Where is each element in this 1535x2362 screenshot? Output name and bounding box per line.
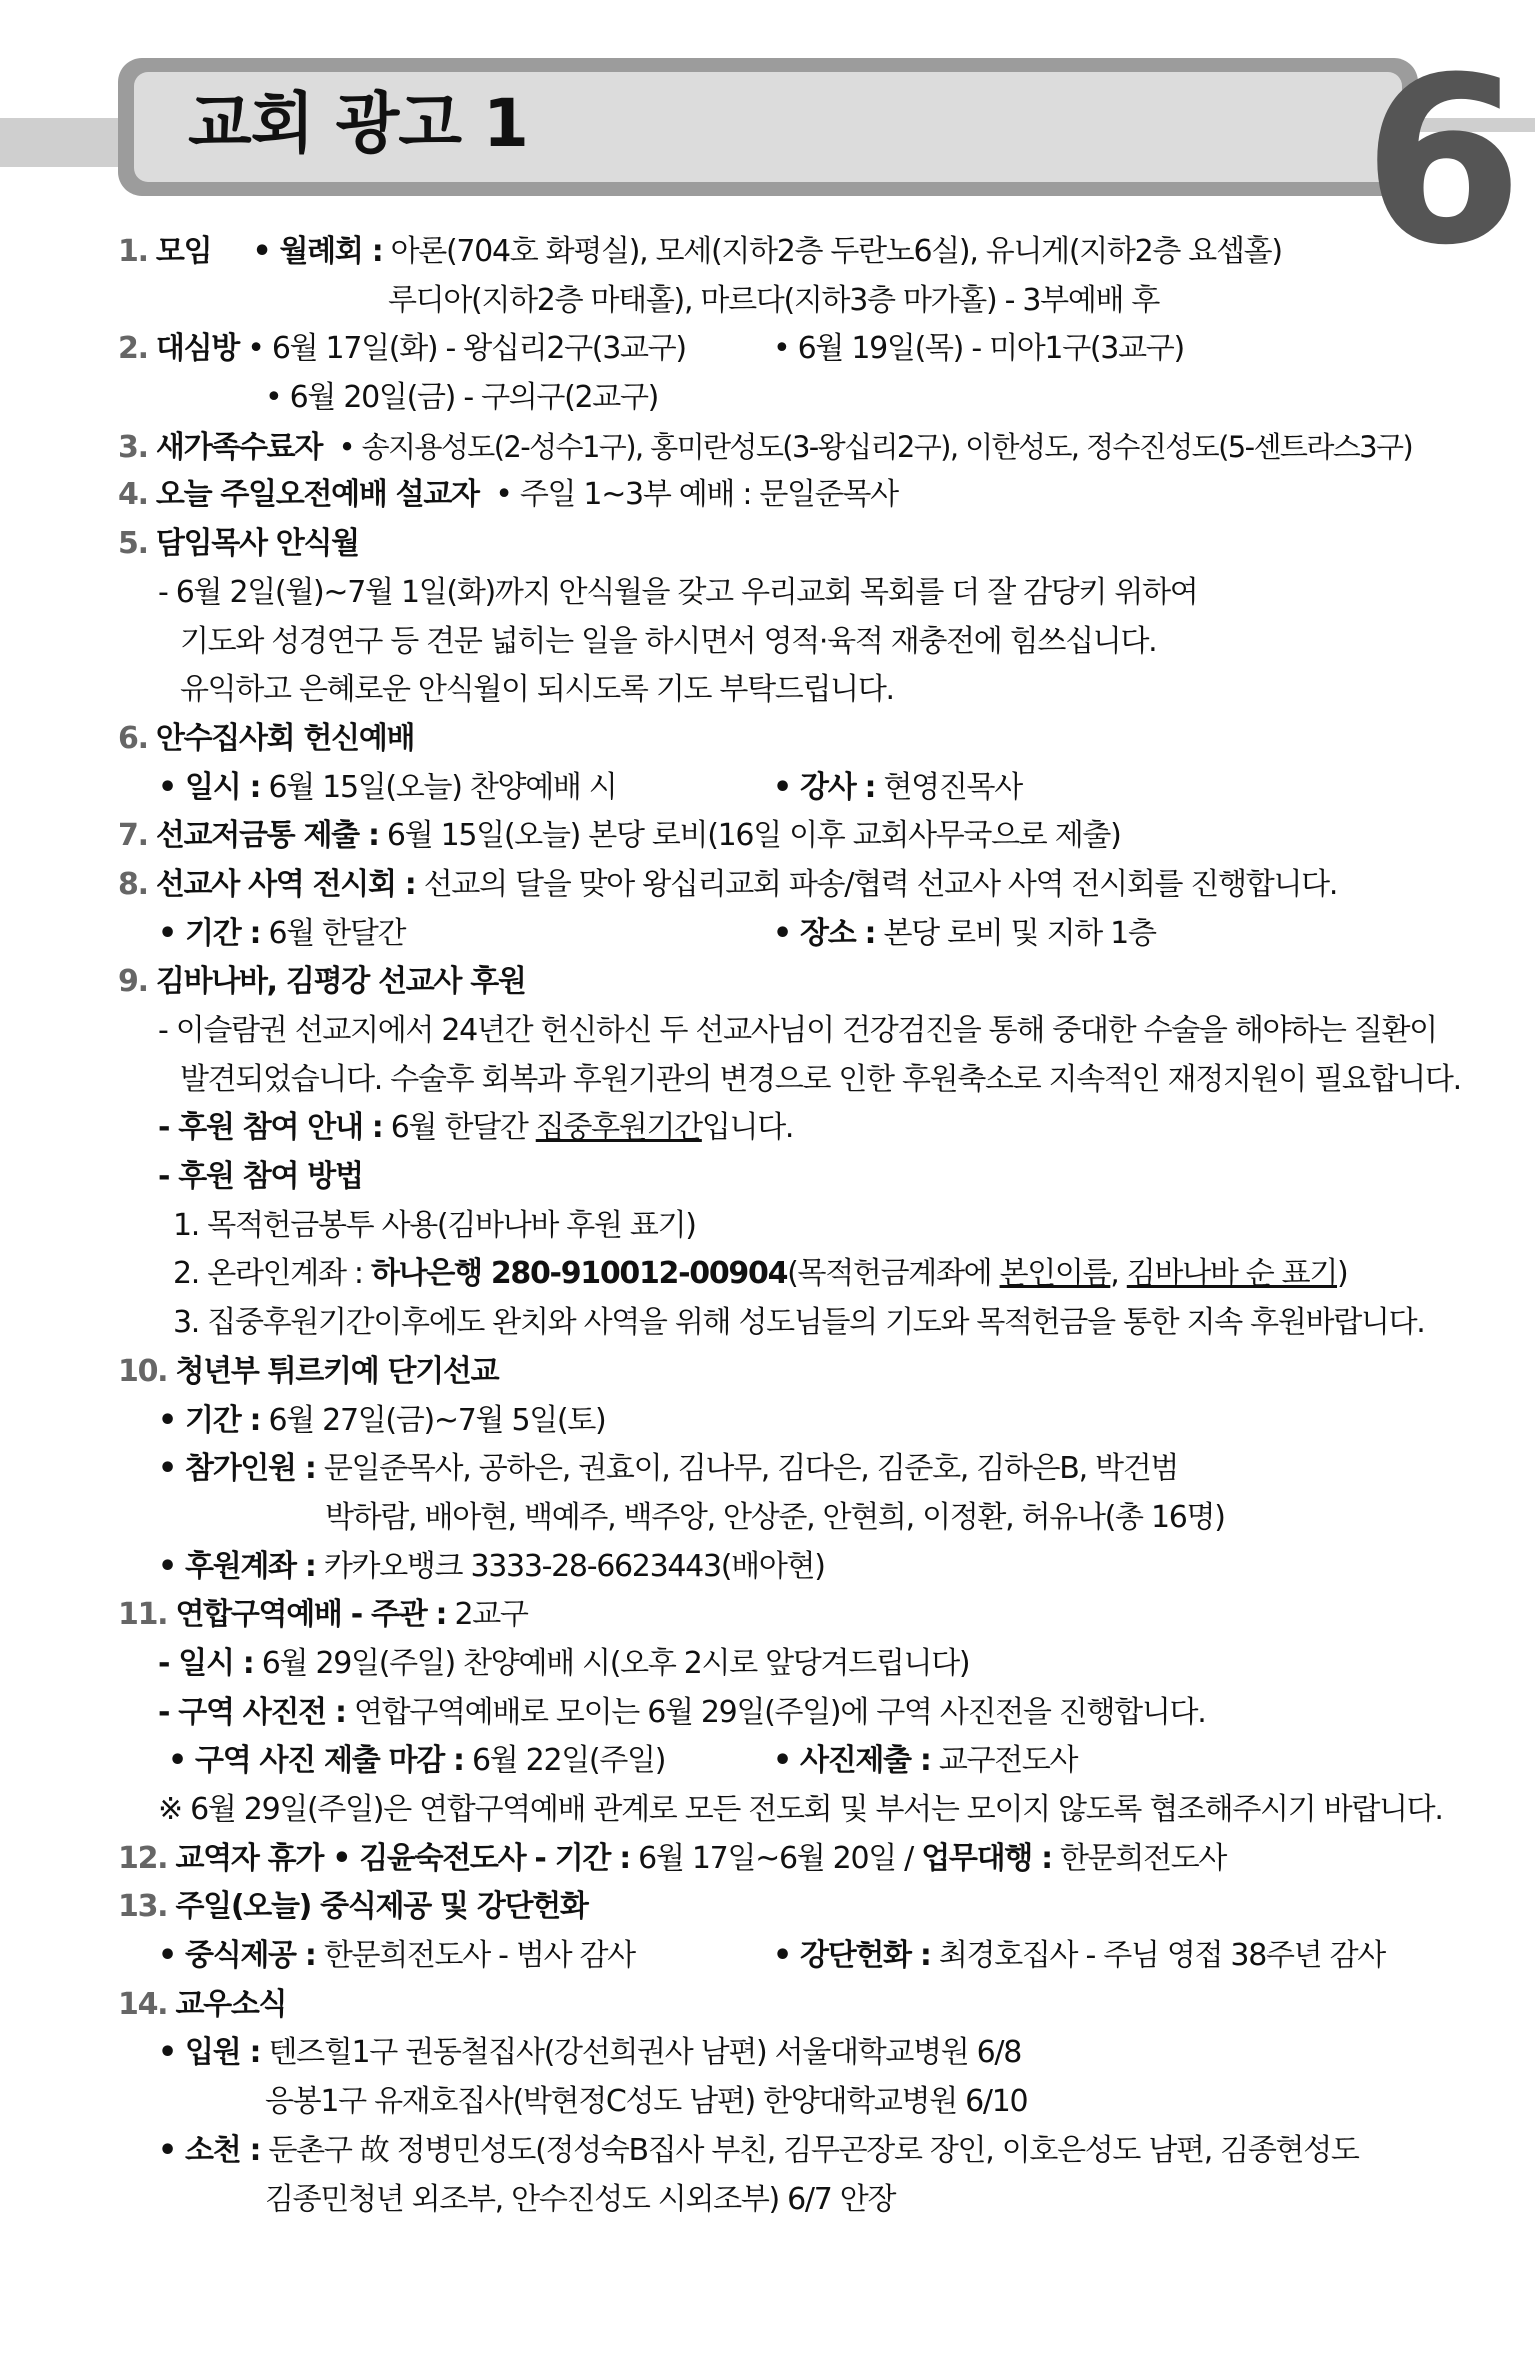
section-7 — [118, 812, 1418, 861]
section-number: 13. — [118, 1889, 168, 1925]
trip-period-label: • 기간 : — [158, 1402, 261, 1438]
funeral-news-cont: 김종민청년 외조부, 안수진성도 시외조부) 6/7 안장 — [265, 2181, 896, 2217]
account-note: (목적헌금계좌에 — [787, 1256, 1000, 1292]
period-value: 6월 한달간 — [260, 915, 406, 951]
hospital-news-cont: 응봉1구 유재호집사(박현정C성도 남편) 한양대학교병원 6/10 — [265, 2084, 1028, 2120]
funeral-value: 둔촌구 故 정병민성도(정성숙B집사 부친, 김무곤장로 장인, 이호은성도 남편, 김종현성도 — [260, 2132, 1359, 2168]
trip-members-value: 문일준목사, 공하은, 권효이, 김나무, 김다은, 김준호, 김하은B, 박건범 — [315, 1451, 1179, 1487]
trip-period — [118, 1397, 1418, 1446]
section-title: 안수집사회 헌신예배 — [155, 720, 415, 756]
section-text: • 주일 1~3부 예배 : 문일준목사 — [495, 477, 898, 513]
account-note-mark: 김바나바 순 표기 — [1126, 1256, 1338, 1292]
trip-period-value: 6월 27일(금)~7월 5일(토) — [260, 1402, 606, 1438]
vacation-label: • 김윤숙전도사 - 기간 : — [323, 1840, 630, 1876]
section-10-title — [118, 1348, 1418, 1397]
substitute-value: 한문희전도사 — [1051, 1840, 1227, 1876]
section-title: 교우소식 — [175, 1986, 287, 2022]
speaker — [773, 764, 1022, 813]
speaker-value: 현영진목사 — [875, 769, 1022, 805]
section-text: 2교구 — [446, 1597, 528, 1633]
section-5-line-1: - 6월 2일(월)~7월 1일(화)까지 안식월을 갖고 우리교회 목회를 더 잘 감당키 위하여 — [158, 574, 1198, 610]
speaker-label: • 강사 : — [773, 769, 876, 805]
trip-members-cont: 박하람, 배아현, 백예주, 백주앙, 안상준, 안현희, 이정환, 허유나(총 16명) — [325, 1499, 1225, 1535]
visit-item-2: • 6월 19일(목) - 미아1구(3교구) — [773, 331, 1184, 367]
section-14-title — [118, 1981, 1418, 2030]
lunch-value: 한문희전도사 - 범사 감사 — [315, 1938, 635, 1974]
flowers — [773, 1932, 1385, 1981]
support-period: 집중후원기간 — [535, 1110, 702, 1146]
location-value: 본당 로비 및 지하 1층 — [875, 915, 1156, 951]
section-5-line-2: 기도와 성경연구 등 견문 넓히는 일을 하시면서 영적·육적 재충전에 힘쓰십니다. — [180, 623, 1157, 659]
trip-account — [118, 1543, 1418, 1592]
section-3 — [118, 423, 1418, 472]
section-6-details — [118, 764, 1418, 813]
section-8 — [118, 861, 1418, 910]
date-value: 6월 15일(오늘) 찬양예배 시 — [260, 769, 617, 805]
section-5-line-3: 유익하고 은혜로운 안식월이 되시도록 기도 부탁드립니다. — [180, 672, 894, 708]
trip-account-label: • 후원계좌 : — [158, 1548, 316, 1584]
online-account-label: 2. 온라인계좌 : — [173, 1256, 371, 1292]
photo-exhibit — [118, 1689, 1418, 1738]
flowers-value: 최경호집사 - 주님 영접 38주년 감사 — [930, 1938, 1385, 1974]
photo-submit-value: 교구전도사 — [930, 1743, 1078, 1779]
support-guide-label: - 후원 참여 안내 : — [158, 1110, 383, 1146]
section-number: 9. — [118, 964, 148, 1000]
section-title: 주일(오늘) 중식제공 및 강단헌화 — [175, 1889, 588, 1925]
account-note-name: 본인이름 — [999, 1256, 1111, 1292]
section-number: 1. — [118, 234, 148, 269]
announcement-list — [118, 228, 1461, 2224]
section-1-line-1 — [118, 228, 1418, 277]
section-title: 대심방 — [155, 331, 239, 367]
bank-account: 하나은행 280-910012-00904 — [370, 1256, 788, 1292]
substitute-label: 업무대행 : — [921, 1840, 1052, 1876]
hospital-label: • 입원 : — [158, 2035, 261, 2071]
photo-submit-label: • 사진제출 : — [773, 1743, 931, 1779]
section-title: 담임목사 안식월 — [155, 526, 359, 562]
section-9-title — [118, 958, 1418, 1007]
section-title: 새가족수료자 — [155, 429, 323, 465]
worship-date — [118, 1640, 1418, 1689]
flowers-label: • 강단헌화 : — [773, 1938, 931, 1974]
section-number: 2. — [118, 331, 148, 367]
section-number: 7. — [118, 818, 148, 854]
section-title: 오늘 주일오전예배 설교자 — [155, 477, 479, 513]
worship-date-value: 6월 29일(주일) 찬양예배 시(오후 2시로 앞당겨드립니다) — [253, 1645, 970, 1681]
vacation-value: 6월 17일~6월 20일 / — [629, 1840, 922, 1876]
photo-exhibit-label: - 구역 사진전 : — [158, 1694, 346, 1730]
support-method-2 — [118, 1250, 1418, 1299]
section-number: 11. — [118, 1597, 168, 1633]
hospital-value: 텐즈힐1구 권동철집사(강선희권사 남편) 서울대학교병원 6/8 — [260, 2035, 1022, 2071]
section-title: 교역자 휴가 — [175, 1840, 324, 1876]
section-title: 선교저금통 제출 : — [155, 818, 379, 854]
account-note-sep: , — [1110, 1256, 1127, 1292]
photo-submit — [773, 1737, 1077, 1786]
section-5-title — [118, 520, 1418, 569]
section-number: 8. — [118, 866, 148, 902]
support-method-label — [118, 1153, 1418, 1202]
account-note-end: ) — [1337, 1256, 1348, 1292]
page-title: 교회 광고 1 — [188, 85, 528, 162]
support-guide-text: 6월 한달간 — [382, 1110, 536, 1146]
location — [773, 910, 1156, 959]
section-1-line-2: 루디아(지하2층 마태홀), 마르다(지하3층 마가홀) - 3부예배 후 — [388, 282, 1160, 318]
visit-item-1: • 6월 17일(화) - 왕십리2구(3교구) — [247, 331, 686, 367]
section-12 — [118, 1835, 1418, 1884]
trip-members — [118, 1445, 1418, 1494]
section-text: 6월 15일(오늘) 본당 로비(16일 이후 교회사무국으로 제출) — [378, 818, 1121, 854]
meeting-label: • 월례회 : — [252, 234, 383, 269]
section-9-line-1: - 이슬람권 선교지에서 24년간 헌신하신 두 선교사님이 건강검진을 통해 중대한 수술을 해야하는 질환이 — [158, 1013, 1437, 1048]
section-title: 연합구역예배 - 주관 : — [175, 1597, 447, 1633]
section-number: 5. — [118, 526, 148, 562]
trip-account-value: 카카오뱅크 3333-28-6623443(배아현) — [315, 1548, 825, 1584]
page-number: 6 — [1363, 29, 1524, 296]
support-method-3: 3. 집중후원기간이후에도 완치와 사역을 위해 성도님들의 기도와 목적헌금을 통한 지속 후원바랍니다. — [173, 1305, 1425, 1341]
support-guide — [118, 1104, 1418, 1153]
section-9-line-2: 발견되었습니다. 수술후 회복과 후원기관의 변경으로 인한 후원축소로 지속적인 재정지원이 필요합니다. — [180, 1061, 1461, 1097]
hospital-news — [118, 2029, 1418, 2078]
photo-deadline-row — [118, 1737, 1418, 1786]
section-number: 10. — [118, 1353, 168, 1389]
section-title: 김바나바, 김평강 선교사 후원 — [155, 964, 526, 1000]
section-8-details — [118, 910, 1418, 959]
date-label: • 일시 : — [158, 769, 261, 805]
section-number: 6. — [118, 720, 148, 756]
photo-exhibit-value: 연합구역예배로 모이는 6월 29일(주일)에 구역 사진전을 진행합니다. — [345, 1694, 1206, 1730]
section-11-note: ※ 6월 29일(주일)은 연합구역예배 관계로 모든 전도회 및 부서는 모이지 않도록 협조해주시기 바랍니다. — [158, 1792, 1443, 1827]
section-number: 14. — [118, 1986, 168, 2022]
period-label: • 기간 : — [158, 915, 261, 951]
section-number: 3. — [118, 429, 148, 465]
funeral-label: • 소천 : — [158, 2132, 261, 2168]
section-number: 4. — [118, 477, 148, 513]
photo-deadline-label: • 구역 사진 제출 마감 : — [168, 1743, 464, 1779]
support-guide-end: 입니다. — [701, 1110, 794, 1146]
section-13-details — [118, 1932, 1418, 1981]
section-title: 선교사 사역 전시회 : — [155, 866, 416, 902]
section-6-title — [118, 715, 1418, 764]
worship-date-label: - 일시 : — [158, 1645, 254, 1681]
support-method-1: 1. 목적헌금봉투 사용(김바나바 후원 표기) — [173, 1207, 696, 1243]
section-title: 청년부 튀르키예 단기선교 — [175, 1353, 499, 1389]
section-number: 12. — [118, 1840, 168, 1876]
section-13-title — [118, 1883, 1418, 1932]
location-label: • 장소 : — [773, 915, 876, 951]
lunch-label: • 중식제공 : — [158, 1938, 316, 1974]
photo-deadline-value: 6월 22일(주일) — [463, 1743, 666, 1779]
funeral-news — [118, 2127, 1418, 2176]
support-method-title: - 후원 참여 방법 — [158, 1159, 363, 1195]
section-2-line-1 — [118, 325, 1418, 374]
trip-members-label: • 참가인원 : — [158, 1451, 316, 1487]
section-text: • 송지용성도(2-성수1구), 홍미란성도(3-왕십리2구), 이한성도, 정수진성도(5-센트라스3구) — [338, 429, 1413, 464]
meeting-text: 아론(704호 화평실), 모세(지하2층 두란노6실), 유니게(지하2층 요셉홀) — [382, 234, 1282, 269]
section-title: 모임 — [155, 234, 212, 269]
visit-item-3: • 6월 20일(금) - 구의구(2교구) — [265, 380, 659, 416]
section-4 — [118, 471, 1418, 520]
section-text: 선교의 달을 맞아 왕십리교회 파송/협력 선교사 사역 전시회를 진행합니다. — [415, 866, 1338, 902]
section-11-title — [118, 1591, 1418, 1640]
